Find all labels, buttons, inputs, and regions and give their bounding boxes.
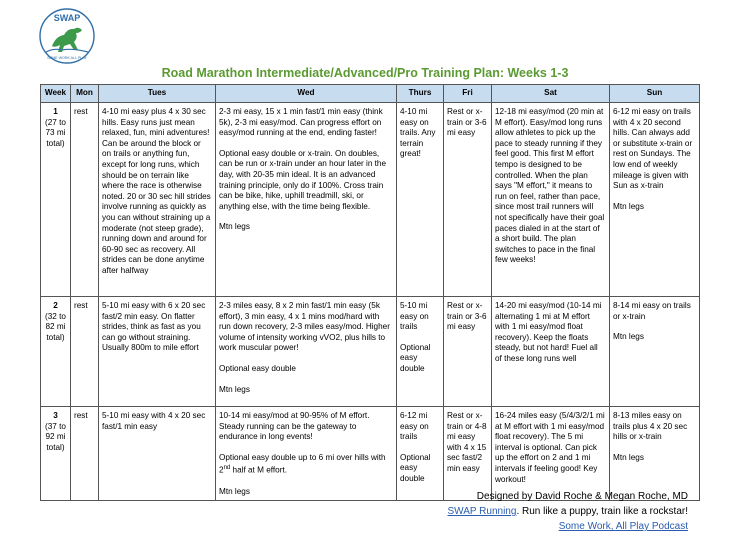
week-cell [41,103,71,297]
fri-cell [444,297,492,407]
week-number: 3 [53,411,58,420]
column-header-sun: Sun [610,85,700,103]
workout-text: Optional easy double [400,342,431,373]
column-header-mon: Mon [71,85,99,103]
tues-cell [99,103,216,297]
workout-text: 14-20 mi easy/mod (10-14 mi alternating 1 mi at M effort with 1 mi easy/mod float recovery). Keep the floats steady, but not hard! Fuel all of these long runs well [495,301,602,363]
wed-cell [216,103,397,297]
week-mileage: (37 to 92 mi total) [45,421,66,452]
workout-text: Optional easy double up to 6 mi over hills with 2nd half at M effort. [219,452,386,476]
workout-text: 8-13 miles easy on trails plus 4 x 20 sec hills or x-train [613,411,688,442]
mon-cell: rest [71,407,99,501]
sat-cell [492,103,610,297]
workout-text: Mtn legs [613,452,644,462]
sun-cell [610,103,700,297]
workout-text: Mtn legs [219,486,250,496]
workout-text: 2-3 miles easy, 8 x 2 min fast/1 min easy (5k effort), 3 min easy, 4 x 1 mins mod/hard with run down recovery, 2-3 miles easy/mod. Higher volume of intensity working vVO2, plus hills to work muscular power! [219,301,390,353]
workout-text: 12-18 mi easy/mod (20 min at M effort). Easy/mod long runs allow athletes to pick up the pace to steady running if they feel good. This first M effort tempo is designed to be controlled. When the plan says "M effort," it means to run on feel, rather than pace, since most trail runners will not specifically have their goal paces dialed in at the start of a short build. The plan switches to pace in the final few weeks! [495,107,605,265]
week-cell [41,407,71,501]
mon-cell: rest [71,103,99,297]
podcast-link[interactable]: Some Work, All Play Podcast [558,521,688,532]
workout-text: Mtn legs [219,384,250,394]
workout-text: 4-10 mi easy plus 4 x 30 sec hills. Easy runs just mean relaxed, fun, mini adventures! Can be around the block or on trails or anything fun, except for long runs, which should be on terrain like where the race is otherwise noted. 20 or 30 sec hill strides involve running as quickly as you can without straining up a moderate (not steep grade), running down and around for 60-90 sec as recovery. All strides can be done anytime after halfway [102,107,211,275]
column-header-wed: Wed [216,85,397,103]
workout-text: 16-24 miles easy (5/4/3/2/1 mi at M effort with 1 mi easy/mod float recovery). The 5 mi interval is optional. Can pick up the effort on 2 and 1 mi intervals if feeling good! Key workout! [495,411,605,484]
mon-cell: rest [71,297,99,407]
sun-cell [610,407,700,501]
workout-text: 5-10 mi easy on trails [400,301,429,332]
swap-logo [38,6,96,66]
workout-text: 6-12 mi easy on trails with 4 x 20 second hills. Can always add or substitute x-train or rest on Sundays. The low end of weekly mileage is given with Sun as x-train [613,107,693,191]
podcast-line [559,521,688,532]
workout-text: 8-14 mi easy on trails or x-train [613,301,691,321]
tues-cell [99,297,216,407]
thurs-cell [397,407,444,501]
thurs-cell [397,103,444,297]
workout-text: Mtn legs [219,222,250,232]
fri-cell [444,103,492,297]
fri-cell [444,407,492,501]
week-cell [41,297,71,407]
tues-cell [99,407,216,501]
wed-cell [216,407,397,501]
training-plan-table [40,84,700,501]
column-header-fri: Fri [444,85,492,103]
sun-cell [610,297,700,407]
logo-caption: SOME WORK ALL PLAY [47,56,87,60]
workout-text: 5-10 mi easy with 4 x 20 sec fast/1 min easy [102,411,206,431]
designed-by: Designed by David Roche & Megan Roche, MD [476,491,688,502]
workout-text: Rest or x-train or 3-6 mi easy [447,107,487,138]
week-mileage: (27 to 73 mi total) [45,117,66,148]
workout-text: 2-3 mi easy, 15 x 1 min fast/1 min easy (think 5k), 2-3 mi easy/mod. Can progress effort on easy/mod running at the end, ending faster! [219,107,383,138]
workout-text: Mtn legs [613,201,644,211]
workout-text: Optional easy double or x-train. On doubles, can be run or x-train under an hour later in the day, with 20-35 min ideal. It is an advanced training principle, only do if 100%. Cross train can be bike, hike, uphill treadmill, ski, or anything else, with the time being flexible. [219,148,387,211]
tagline-text: . Run like a puppy, train like a rockstar! [516,506,688,517]
week-row [41,407,700,501]
workout-text: Optional easy double [219,363,296,373]
sat-cell [492,407,610,501]
tagline-line [448,506,689,517]
week-number: 1 [53,107,58,116]
table-header-row [41,85,700,103]
logo-text: SWAP [53,13,81,23]
workout-text: Rest or x-train or 3-6 mi easy [447,301,487,332]
week-row [41,297,700,407]
workout-text: 5-10 mi easy with 6 x 20 sec fast/2 min easy. On flatter strides, think as fast as you can go without straining. Usually 800m to mile effort [102,301,206,353]
column-header-thurs: Thurs [397,85,444,103]
sat-cell [492,297,610,407]
page-title: Road Marathon Intermediate/Advanced/Pro Training Plan: Weeks 1-3 [161,66,569,80]
wed-cell [216,297,397,407]
workout-text: Rest or x-train or 4-8 mi easy with 4 x 15 sec fast/2 min easy [447,411,487,473]
column-header-tues: Tues [99,85,216,103]
workout-text: 10-14 mi easy/mod at 90-95% of M effort. Steady running can be the gateway to endurance in long events! [219,411,370,442]
workout-text: 4-10 mi easy on trails. Any terrain great! [400,107,436,159]
column-header-sat: Sat [492,85,610,103]
workout-text: Optional easy double [400,452,431,483]
swap-running-link[interactable]: SWAP Running [447,506,517,517]
workout-text: 6-12 mi easy on trails [400,411,429,442]
thurs-cell [397,297,444,407]
week-number: 2 [53,301,58,310]
week-row [41,103,700,297]
workout-text: Mtn legs [613,332,644,342]
column-header-week: Week [41,85,71,103]
week-mileage: (32 to 82 mi total) [45,311,66,342]
